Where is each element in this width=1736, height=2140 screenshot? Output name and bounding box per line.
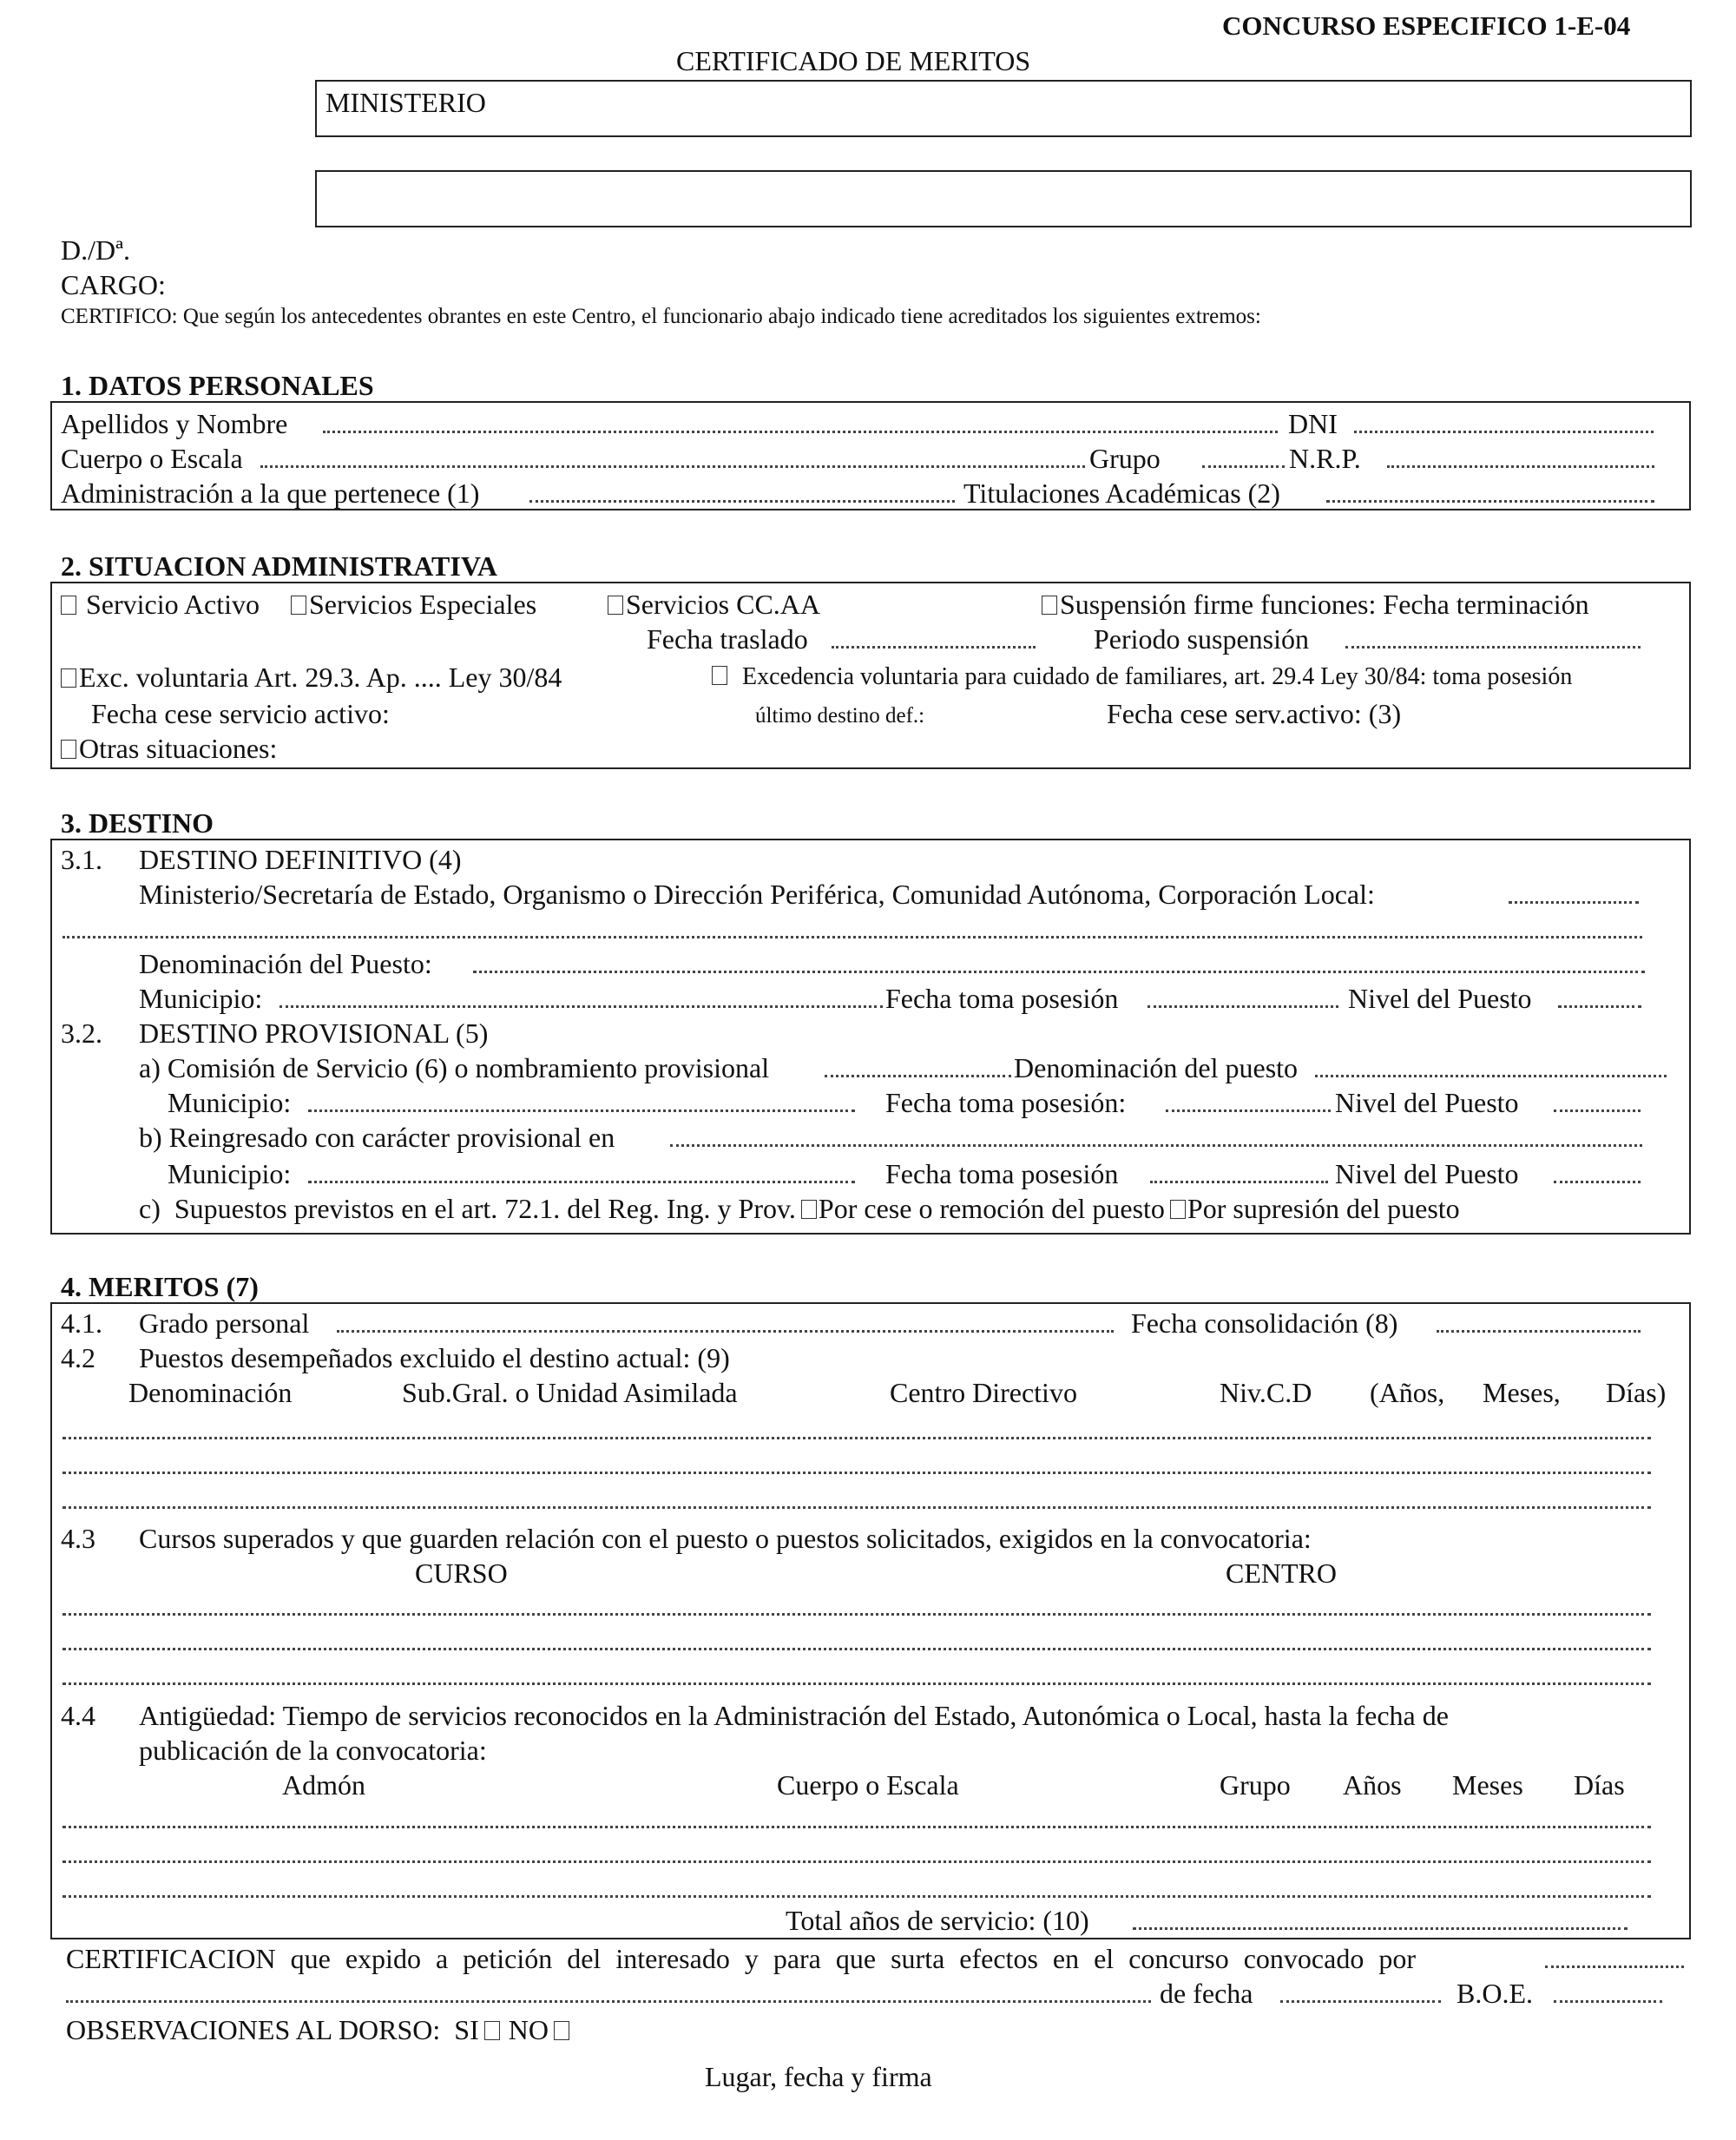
- antiguedad-row-1[interactable]: [62, 1826, 1651, 1828]
- fechacese-label: Fecha cese servicio activo:: [91, 698, 390, 729]
- fechatoma-field[interactable]: [1147, 1005, 1338, 1008]
- cursos-row-1[interactable]: [62, 1613, 1651, 1616]
- defecha-label: de fecha: [1160, 1978, 1253, 2009]
- num-4-1: 4.1.: [61, 1307, 102, 1339]
- grupo-label: Grupo: [1089, 443, 1161, 474]
- titulaciones-label: Titulaciones Académicas (2): [963, 477, 1280, 509]
- grupo-field[interactable]: [1202, 465, 1285, 468]
- municipio-a-field[interactable]: [308, 1110, 855, 1112]
- header-anos: (Años,: [1370, 1377, 1445, 1408]
- municipio-label: Municipio:: [139, 983, 263, 1014]
- certifico-text: CERTIFICO: Que según los antecedentes obrantes en este Centro, el funcionario abajo indicado tiene acreditados los siguientes extremos:: [61, 305, 1261, 328]
- header-meses-2: Meses: [1452, 1769, 1523, 1801]
- municipio-a-label: Municipio:: [168, 1087, 292, 1118]
- apellidos-label: Apellidos y Nombre: [61, 408, 288, 439]
- ministerio-box[interactable]: [315, 80, 1692, 137]
- traslado-label: Fecha traslado: [647, 623, 808, 655]
- comision-field[interactable]: [825, 1075, 1011, 1077]
- total-label: Total años de servicio: (10): [786, 1905, 1089, 1936]
- unit-box[interactable]: [315, 170, 1692, 227]
- otras-label: Otras situaciones:: [79, 733, 278, 764]
- ministerio-label: MINISTERIO: [326, 87, 486, 118]
- cursos-row-3[interactable]: [62, 1682, 1651, 1685]
- otras-checkbox[interactable]: [61, 740, 76, 759]
- num-3-1: 3.1.: [61, 844, 102, 875]
- antiguedad-label-2: publicación de la convocatoria:: [139, 1735, 487, 1766]
- municipio-b-label: Municipio:: [168, 1158, 292, 1189]
- antiguedad-row-2[interactable]: [62, 1860, 1651, 1863]
- excvol-label: Exc. voluntaria Art. 29.3. Ap. .... Ley 30/84: [79, 662, 562, 693]
- num-4-4: 4.4: [61, 1700, 95, 1731]
- cese-label: Por cese o remoción del puesto: [818, 1193, 1165, 1224]
- nrp-label: N.R.P.: [1289, 443, 1361, 474]
- puestos-row-1[interactable]: [62, 1437, 1651, 1439]
- consolidacion-label: Fecha consolidación (8): [1131, 1307, 1398, 1339]
- ministerio-org-field[interactable]: [1509, 901, 1639, 904]
- section-4-title: 4. MERITOS (7): [61, 1271, 259, 1302]
- no-checkbox[interactable]: [554, 2021, 569, 2040]
- header-nivcd: Niv.C.D: [1220, 1377, 1312, 1408]
- periodo-label: Periodo suspensión: [1094, 623, 1309, 655]
- header-curso: CURSO: [415, 1557, 508, 1589]
- administracion-label: Administración a la que pertenece (1): [61, 477, 480, 509]
- excfam-checkbox[interactable]: [712, 666, 727, 685]
- cargo-label: CARGO:: [61, 269, 166, 300]
- cursos-label: Cursos superados y que guarden relación con el puesto o puestos solicitados, exigidos en la convocatoria:: [139, 1523, 1312, 1554]
- no-label: NO: [508, 2014, 549, 2045]
- ministerio-org-field-2[interactable]: [62, 936, 1642, 938]
- consolidacion-field[interactable]: [1437, 1330, 1641, 1333]
- fechatoma-b-field[interactable]: [1150, 1181, 1328, 1183]
- especiales-checkbox[interactable]: [291, 596, 306, 615]
- header-centro: CENTRO: [1226, 1557, 1337, 1589]
- dni-field[interactable]: [1354, 431, 1654, 433]
- denominacion-label: Denominación del Puesto:: [139, 948, 432, 979]
- ccaa-label: Servicios CC.AA: [626, 589, 820, 620]
- titulaciones-field[interactable]: [1326, 500, 1654, 503]
- fechatoma-b-label: Fecha toma posesión: [885, 1158, 1119, 1189]
- destino-definitivo-label: DESTINO DEFINITIVO (4): [139, 844, 462, 875]
- header-subgral: Sub.Gral. o Unidad Asimilada: [402, 1377, 738, 1408]
- activo-label: Servicio Activo: [86, 589, 260, 620]
- activo-option[interactable]: [61, 590, 260, 618]
- si-checkbox[interactable]: [484, 2021, 500, 2040]
- excvol-checkbox[interactable]: [61, 668, 76, 688]
- antiguedad-label: Antigüedad: Tiempo de servicios reconocidos en la Administración del Estado, Autonómica o Local, hasta la fecha de: [139, 1700, 1449, 1731]
- supuestos-checkbox[interactable]: [801, 1200, 817, 1219]
- reingresado-field[interactable]: [670, 1144, 1642, 1147]
- supuestos-label: c) Supuestos previstos en el art. 72.1. del Reg. Ing. y Prov.: [139, 1193, 796, 1224]
- administracion-field[interactable]: [529, 500, 955, 503]
- dni-label: DNI: [1288, 408, 1338, 439]
- reingresado-label: b) Reingresado con carácter provisional en: [139, 1122, 615, 1153]
- header-grupo: Grupo: [1220, 1769, 1291, 1801]
- destino-provisional-label: DESTINO PROVISIONAL (5): [139, 1017, 489, 1049]
- num-4-2: 4.2: [61, 1342, 95, 1373]
- nivel-label: Nivel del Puesto: [1348, 983, 1532, 1014]
- ccaa-option[interactable]: [608, 590, 820, 618]
- nivel-b-label: Nivel del Puesto: [1335, 1158, 1519, 1189]
- apellidos-field[interactable]: [323, 431, 1278, 433]
- section-4-box: [50, 1302, 1691, 1939]
- boe-field[interactable]: [1554, 2000, 1662, 2003]
- header-admon: Admón: [282, 1769, 365, 1801]
- periodo-field[interactable]: [1345, 646, 1641, 649]
- supresion-label: Por supresión del puesto: [1187, 1193, 1460, 1224]
- contest-code: CONCURSO ESPECIFICO 1-E-04: [1222, 10, 1631, 41]
- certificacion-text: CERTIFICACION que expido a petición del interesado y para que surta efectos en el concurso convocado por: [66, 1943, 1416, 1974]
- cese-checkbox[interactable]: [1170, 1200, 1186, 1219]
- puestos-label: Puestos desempeñados excluido el destino actual: (9): [139, 1342, 730, 1373]
- ultimo-destino-label: último destino def.:: [755, 704, 925, 728]
- header-cuerpo: Cuerpo o Escala: [777, 1769, 959, 1801]
- nivel-a-label: Nivel del Puesto: [1335, 1087, 1519, 1118]
- supuestos-row: [139, 1195, 1460, 1222]
- excvol-option[interactable]: [61, 663, 562, 691]
- antiguedad-row-3[interactable]: [62, 1895, 1651, 1898]
- page-title: CERTIFICADO DE MERITOS: [676, 45, 1031, 76]
- convocado-field-2[interactable]: [66, 2000, 1151, 2003]
- especiales-option[interactable]: [291, 590, 536, 618]
- fechatoma-label: Fecha toma posesión: [885, 983, 1119, 1014]
- excfam-label: Excedencia voluntaria para cuidado de familiares, art. 29.4 Ley 30/84: toma posesión: [742, 663, 1573, 690]
- nrp-field[interactable]: [1387, 465, 1654, 468]
- puestos-row-2[interactable]: [62, 1472, 1651, 1474]
- total-field[interactable]: [1133, 1927, 1628, 1930]
- header-centro-directivo: Centro Directivo: [890, 1377, 1077, 1408]
- ccaa-checkbox[interactable]: [608, 596, 623, 615]
- ministerio-org-label: Ministerio/Secretaría de Estado, Organismo o Dirección Periférica, Comunidad Autónoma, Corporación Local:: [139, 879, 1375, 910]
- suspension-checkbox[interactable]: [1042, 596, 1057, 615]
- suspension-label: Suspensión firme funciones: Fecha terminación: [1060, 589, 1589, 620]
- boe-label: B.O.E.: [1457, 1978, 1533, 2009]
- denominacion-field[interactable]: [473, 971, 1645, 973]
- nivel-field[interactable]: [1558, 1005, 1641, 1008]
- observaciones-row: [66, 2016, 571, 2044]
- municipio-field[interactable]: [279, 1005, 883, 1008]
- cuerpo-label: Cuerpo o Escala: [61, 443, 243, 474]
- header-denominacion: Denominación: [128, 1377, 293, 1408]
- especiales-label: Servicios Especiales: [309, 589, 537, 620]
- header-anos-2: Años: [1343, 1769, 1402, 1801]
- comision-label: a) Comisión de Servicio (6) o nombramiento provisional: [139, 1052, 770, 1083]
- fechatoma-a-label: Fecha toma posesión:: [885, 1087, 1127, 1118]
- activo-checkbox[interactable]: [61, 596, 76, 615]
- denpuesto-field[interactable]: [1315, 1075, 1667, 1077]
- denpuesto-label: Denominación del puesto: [1014, 1052, 1299, 1083]
- num-3-2: 3.2.: [61, 1017, 102, 1049]
- section-1-title: 1. DATOS PERSONALES: [61, 370, 374, 401]
- nivel-a-field[interactable]: [1554, 1110, 1641, 1112]
- defecha-field[interactable]: [1280, 2000, 1441, 2003]
- dd-label: D./Dª.: [61, 234, 130, 266]
- header-dias: Días): [1606, 1377, 1667, 1408]
- fechacese2-label: Fecha cese serv.activo: (3): [1107, 698, 1402, 729]
- convocado-field[interactable]: [1545, 1966, 1684, 1968]
- suspension-option[interactable]: [1042, 590, 1589, 618]
- num-4-3: 4.3: [61, 1523, 95, 1554]
- header-dias-2: Días: [1574, 1769, 1625, 1801]
- grado-label: Grado personal: [139, 1307, 310, 1339]
- header-meses: Meses,: [1483, 1377, 1561, 1408]
- grado-field[interactable]: [337, 1330, 1114, 1333]
- lugar-fecha-firma: Lugar, fecha y firma: [705, 2061, 932, 2092]
- section-2-title: 2. SITUACION ADMINISTRATIVA: [61, 550, 497, 582]
- municipio-b-field[interactable]: [308, 1181, 855, 1183]
- cursos-row-2[interactable]: [62, 1648, 1651, 1650]
- traslado-field[interactable]: [832, 646, 1036, 649]
- puestos-row-3[interactable]: [62, 1506, 1651, 1509]
- cuerpo-field[interactable]: [260, 465, 1085, 468]
- observaciones-label: OBSERVACIONES AL DORSO: SI: [66, 2014, 479, 2045]
- fechatoma-a-field[interactable]: [1166, 1110, 1331, 1112]
- section-3-title: 3. DESTINO: [61, 807, 214, 839]
- excfam-option[interactable]: [712, 665, 1572, 689]
- otras-option[interactable]: [61, 734, 277, 762]
- nivel-b-field[interactable]: [1554, 1181, 1641, 1183]
